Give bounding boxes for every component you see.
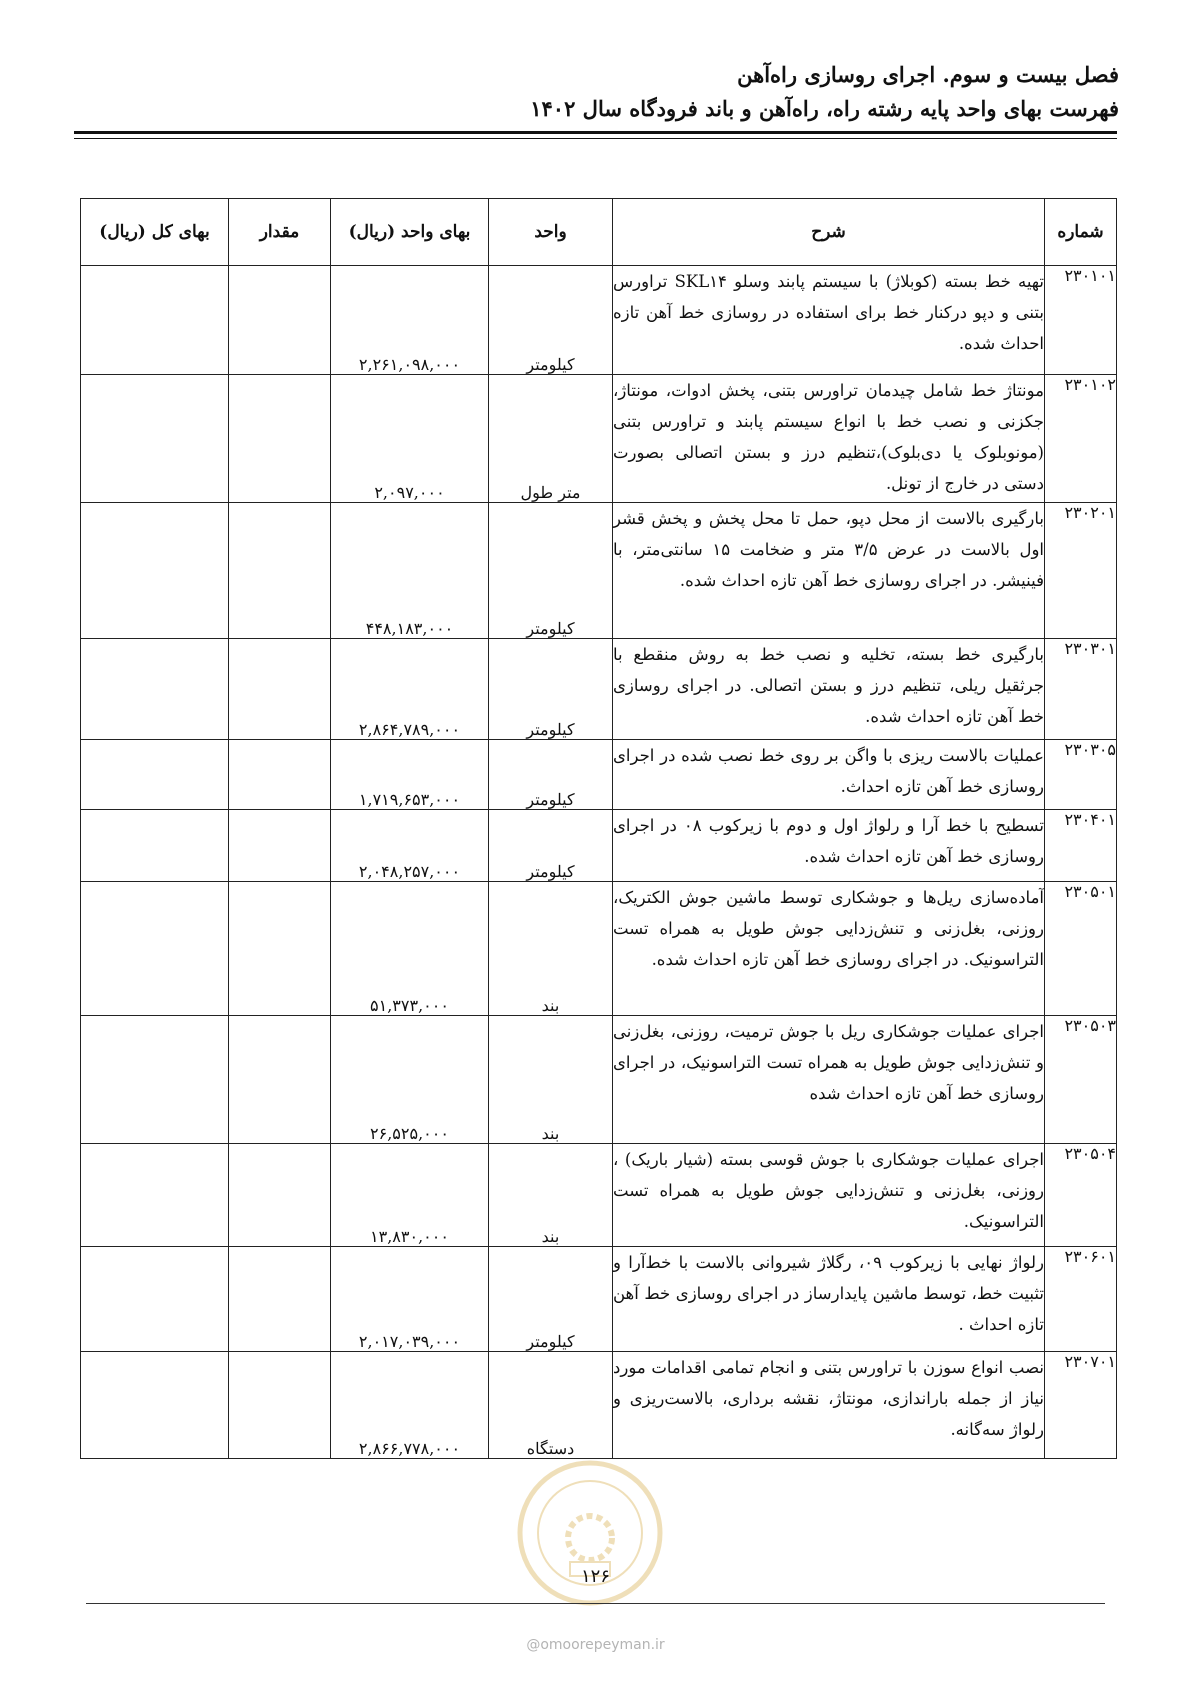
row-quantity <box>229 503 331 639</box>
row-number: ۲۳۰۶۰۱ <box>1045 1247 1117 1352</box>
row-unit-price: ۴۴۸,۱۸۳,۰۰۰ <box>331 503 489 639</box>
row-quantity <box>229 1247 331 1352</box>
row-description: رلواژ نهایی با زیرکوب ۰۹، رگلاژ شیروانی بالاست با خط‌آرا و تثبیت خط، توسط ماشین پایدارساز در اجرای روسازی خط آهن تازه احداث . <box>613 1247 1045 1352</box>
row-number: ۲۳۰۷۰۱ <box>1045 1352 1117 1459</box>
table-row <box>81 740 1117 810</box>
table-header-row <box>81 199 1117 266</box>
table-row <box>81 639 1117 740</box>
row-unit: کیلومتر <box>489 639 613 740</box>
row-quantity <box>229 1144 331 1247</box>
table-row <box>81 810 1117 882</box>
footer-rule <box>86 1603 1105 1604</box>
price-table <box>80 198 1117 1459</box>
row-description: تهیه خط بسته (کوبلاژ) با سیستم پابند وسلو SKL۱۴ تراورس بتنی و دپو در‌کنار خط برای استفاده در روسازی خط آهن تازه احداث شده. <box>613 266 1045 375</box>
row-total-price <box>81 1247 229 1352</box>
row-quantity <box>229 266 331 375</box>
row-total-price <box>81 1144 229 1247</box>
row-total-price <box>81 503 229 639</box>
row-number: ۲۳۰۳۰۵ <box>1045 740 1117 810</box>
row-quantity <box>229 1352 331 1459</box>
row-quantity <box>229 740 331 810</box>
row-quantity <box>229 639 331 740</box>
row-total-price <box>81 740 229 810</box>
row-quantity <box>229 810 331 882</box>
header-rule-thin <box>74 138 1117 139</box>
table-row <box>81 1144 1117 1247</box>
row-number: ۲۳۰۴۰۱ <box>1045 810 1117 882</box>
row-unit: کیلومتر <box>489 810 613 882</box>
row-unit: کیلومتر <box>489 266 613 375</box>
header-number: شماره <box>1045 199 1117 266</box>
row-description: تسطیح با خط آرا و رلواژ اول و دوم با زیرکوب ۰۸ در اجرای روسازی خط آهن تازه احداث شده. <box>613 810 1045 882</box>
row-unit-price: ۱,۷۱۹,۶۵۳,۰۰۰ <box>331 740 489 810</box>
row-unit-price: ۲,۰۴۸,۲۵۷,۰۰۰ <box>331 810 489 882</box>
row-total-price <box>81 1016 229 1144</box>
row-unit: دستگاه <box>489 1352 613 1459</box>
row-total-price <box>81 375 229 503</box>
row-total-price <box>81 810 229 882</box>
page-number: ۱۲۶ <box>580 1566 610 1587</box>
row-number: ۲۳۰۱۰۲ <box>1045 375 1117 503</box>
header-unit-price: بهای واحد (ریال) <box>331 199 489 266</box>
table-row <box>81 503 1117 639</box>
list-title: فهرست بهای واحد پایه رشته راه، راه‌آهن و باند فرودگاه سال ۱۴۰۲ <box>530 96 1119 121</box>
table-row <box>81 1352 1117 1459</box>
row-description: اجرای عملیات جوشکاری با جوش قوسی بسته (شیار باریک) ، روزنی، بغل‌زنی و تنش‌زدایی جوش طویل به همراه تست التراسونیک. <box>613 1144 1045 1247</box>
row-total-price <box>81 266 229 375</box>
table-row <box>81 882 1117 1016</box>
table-row <box>81 1016 1117 1144</box>
row-unit: کیلومتر <box>489 1247 613 1352</box>
watermark-text: @omoorepeyman.ir <box>526 1637 665 1653</box>
header-rule-thick <box>74 131 1117 134</box>
row-unit-price: ۱۳,۸۳۰,۰۰۰ <box>331 1144 489 1247</box>
header-unit: واحد <box>489 199 613 266</box>
row-number: ۲۳۰۵۰۴ <box>1045 1144 1117 1247</box>
row-number: ۲۳۰۵۰۱ <box>1045 882 1117 1016</box>
row-description: آماده‌سازی ریل‌ها و جوشکاری توسط ماشین جوش الکتریک، روزنی، بغل‌زنی و تنش‌زدایی جوش طویل به همراه تست التراسونیک. در اجرای روسازی خط آهن تازه احداث شده. <box>613 882 1045 1016</box>
row-unit: بند <box>489 882 613 1016</box>
chapter-title: فصل بیست و سوم. اجرای روسازی راه‌آهن <box>737 62 1119 87</box>
table-row <box>81 375 1117 503</box>
row-unit-price: ۲,۸۶۶,۷۷۸,۰۰۰ <box>331 1352 489 1459</box>
row-description: بارگیری خط بسته، تخلیه و نصب خط به روش منقطع با جرثقیل ریلی، تنظیم درز و بستن اتصالی. در اجرای روسازی خط آهن تازه احداث شده. <box>613 639 1045 740</box>
row-unit: بند <box>489 1016 613 1144</box>
row-unit-price: ۵۱,۳۷۳,۰۰۰ <box>331 882 489 1016</box>
row-unit-price: ۲,۰۹۷,۰۰۰ <box>331 375 489 503</box>
row-total-price <box>81 639 229 740</box>
row-unit-price: ۲۶,۵۲۵,۰۰۰ <box>331 1016 489 1144</box>
row-quantity <box>229 375 331 503</box>
header-quantity: مقدار <box>229 199 331 266</box>
row-number: ۲۳۰۱۰۱ <box>1045 266 1117 375</box>
row-quantity <box>229 1016 331 1144</box>
row-total-price <box>81 882 229 1016</box>
row-unit: کیلومتر <box>489 503 613 639</box>
row-description: اجرای عملیات جوشکاری ریل با جوش ترمیت، روزنی، بغل‌زنی و تنش‌زدایی جوش طویل به همراه تست التراسونیک، در اجرای روسازی خط آهن تازه احداث شده <box>613 1016 1045 1144</box>
header-total-price: بهای کل (ریال) <box>81 199 229 266</box>
row-unit-price: ۲,۸۶۴,۷۸۹,۰۰۰ <box>331 639 489 740</box>
row-description: نصب انواع سوزن با تراورس بتنی و انجام تمامی اقدامات مورد نیاز از جمله باراندازی، مونتاژ، نقشه برداری، بالاست‌ریزی و رلواژ سه‌گانه. <box>613 1352 1045 1459</box>
row-unit: کیلومتر <box>489 740 613 810</box>
row-number: ۲۳۰۲۰۱ <box>1045 503 1117 639</box>
row-unit: بند <box>489 1144 613 1247</box>
table-row <box>81 1247 1117 1352</box>
header-description: شرح <box>613 199 1045 266</box>
row-number: ۲۳۰۳۰۱ <box>1045 639 1117 740</box>
table-row <box>81 266 1117 375</box>
row-quantity <box>229 882 331 1016</box>
row-unit-price: ۲,۰۱۷,۰۳۹,۰۰۰ <box>331 1247 489 1352</box>
row-description: عملیات بالاست ریزی با واگن بر روی خط نصب شده در اجرای روسازی خط آهن تازه احداث. <box>613 740 1045 810</box>
row-total-price <box>81 1352 229 1459</box>
row-number: ۲۳۰۵۰۳ <box>1045 1016 1117 1144</box>
row-unit-price: ۲,۲۶۱,۰۹۸,۰۰۰ <box>331 266 489 375</box>
row-description: مونتاژ خط شامل چیدمان تراورس بتنی، پخش ادوات، مونتاژ، جکزنی و نصب خط با انواع سیستم پابند و تراورس بتنی (مونوبلوک یا دی‌بلوک)،تنظیم درز و بستن اتصالی بصورت دستی در خارج از تونل. <box>613 375 1045 503</box>
row-description: بارگیری بالاست از محل دپو، حمل تا محل پخش و پخش قشر اول بالاست در عرض ۳/۵ متر و ضخامت ۱۵ سانتی‌متر، با فینیشر. در اجرای روسازی خط آهن تازه احداث شده. <box>613 503 1045 639</box>
row-unit: متر طول <box>489 375 613 503</box>
page-header <box>69 58 1119 126</box>
